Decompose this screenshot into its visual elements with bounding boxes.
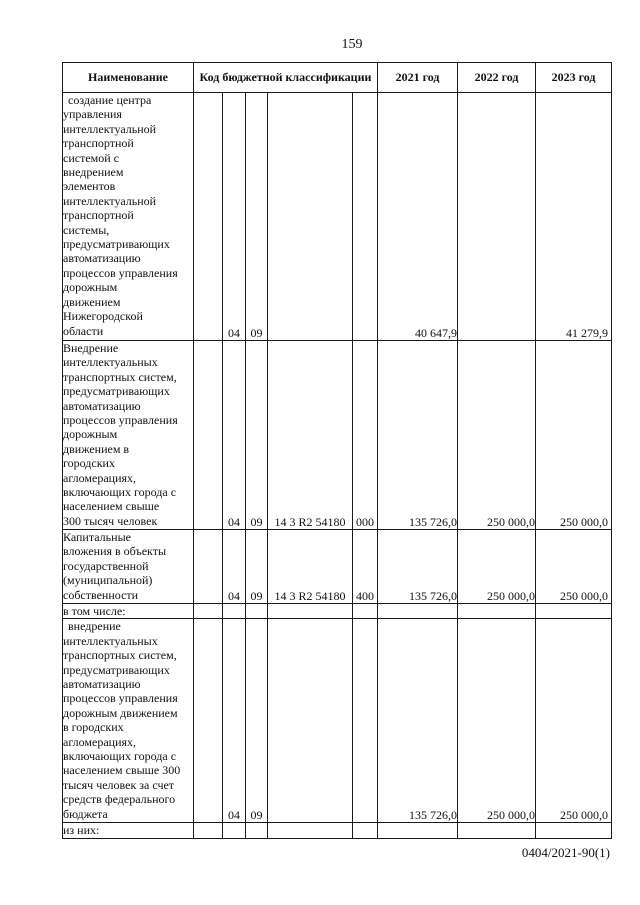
row-2-code-2: 04 xyxy=(223,341,246,530)
row-2-code-4: 14 3 R2 54180 xyxy=(268,341,353,530)
row-4-code-5 xyxy=(353,604,378,619)
row-2-code-5: 000 xyxy=(353,341,378,530)
row-3-amount-2021: 135 726,0 xyxy=(378,530,458,604)
row-5-amount-2021: 135 726,0 xyxy=(378,619,458,823)
row-3-amount-2022: 250 000,0 xyxy=(458,530,536,604)
row-1-amount-2023: 41 279,9 xyxy=(536,93,612,341)
row-3-code-4: 14 3 R2 54180 xyxy=(268,530,353,604)
row-6-code-5 xyxy=(353,823,378,838)
row-2-code-3: 09 xyxy=(246,341,268,530)
table-row xyxy=(63,341,612,530)
row-4-amount-2021 xyxy=(378,604,458,619)
row-3-amount-2023: 250 000,0 xyxy=(536,530,612,604)
header-year-2023: 2023 год xyxy=(536,63,612,93)
row-5-name: внедрение интеллектуальных транспортных систем, предусматривающих автоматизацию процессов управления дорожным движением в городских агломерациях, включающих города с населением свыше 300 тысяч человек за счет средств федерального бюджета xyxy=(63,619,194,823)
row-5-code-2: 04 xyxy=(223,619,246,823)
table-header-row xyxy=(63,63,612,93)
row-2-name: Внедрение интеллектуальных транспортных систем, предусматривающих автоматизацию процессов управления дорожным движением в городских агломерациях, включающих города с населением свыше 300 тысяч человек xyxy=(63,341,194,530)
row-6-code-4 xyxy=(268,823,353,838)
row-2-amount-2023: 250 000,0 xyxy=(536,341,612,530)
table-row xyxy=(63,93,612,341)
budget-table xyxy=(62,62,612,839)
row-1-name: создание центра управления интеллектуальной транспортной системой с внедрением элементов интеллектуальной транспортной системы, предусматривающих автоматизацию процессов управления дорожным движением Нижегородской области xyxy=(63,93,194,341)
page-number: 159 xyxy=(341,37,363,52)
row-6-name: из них: xyxy=(63,823,194,838)
row-6-amount-2022 xyxy=(458,823,536,838)
row-3-code-5: 400 xyxy=(353,530,378,604)
row-5-code-1 xyxy=(194,619,223,823)
row-6-amount-2023 xyxy=(536,823,612,838)
row-4-amount-2022 xyxy=(458,604,536,619)
table-row xyxy=(63,604,612,619)
header-year-2022: 2022 год xyxy=(458,63,536,93)
row-4-code-2 xyxy=(223,604,246,619)
table-row xyxy=(63,823,612,838)
row-3-code-1 xyxy=(194,530,223,604)
header-year-2021: 2021 год xyxy=(378,63,458,93)
row-1-code-5 xyxy=(353,93,378,341)
row-5-code-5 xyxy=(353,619,378,823)
row-5-amount-2023: 250 000,0 xyxy=(536,619,612,823)
row-6-code-3 xyxy=(246,823,268,838)
row-6-amount-2021 xyxy=(378,823,458,838)
row-3-code-3: 09 xyxy=(246,530,268,604)
row-4-code-4 xyxy=(268,604,353,619)
header-name: Наименование xyxy=(63,63,194,93)
row-4-amount-2023 xyxy=(536,604,612,619)
row-3-name: Капитальные вложения в объекты государственной (муниципальной) собственности xyxy=(63,530,194,604)
row-1-amount-2021: 40 647,9 xyxy=(378,93,458,341)
row-4-code-1 xyxy=(194,604,223,619)
table-row xyxy=(63,619,612,823)
row-1-code-1 xyxy=(194,93,223,341)
row-3-code-2: 04 xyxy=(223,530,246,604)
row-4-name: в том числе: xyxy=(63,604,194,619)
row-6-code-2 xyxy=(223,823,246,838)
row-1-code-2: 04 xyxy=(223,93,246,341)
row-1-code-4 xyxy=(268,93,353,341)
document-code: 0404/2021-90(1) xyxy=(521,845,610,860)
row-5-amount-2022: 250 000,0 xyxy=(458,619,536,823)
row-2-amount-2022: 250 000,0 xyxy=(458,341,536,530)
table-row xyxy=(63,530,612,604)
row-5-code-3: 09 xyxy=(246,619,268,823)
row-1-code-3: 09 xyxy=(246,93,268,341)
header-code: Код бюджетной классификации xyxy=(194,63,378,93)
row-2-code-1 xyxy=(194,341,223,530)
row-1-amount-2022 xyxy=(458,93,536,341)
row-2-amount-2021: 135 726,0 xyxy=(378,341,458,530)
row-6-code-1 xyxy=(194,823,223,838)
row-5-code-4 xyxy=(268,619,353,823)
row-4-code-3 xyxy=(246,604,268,619)
